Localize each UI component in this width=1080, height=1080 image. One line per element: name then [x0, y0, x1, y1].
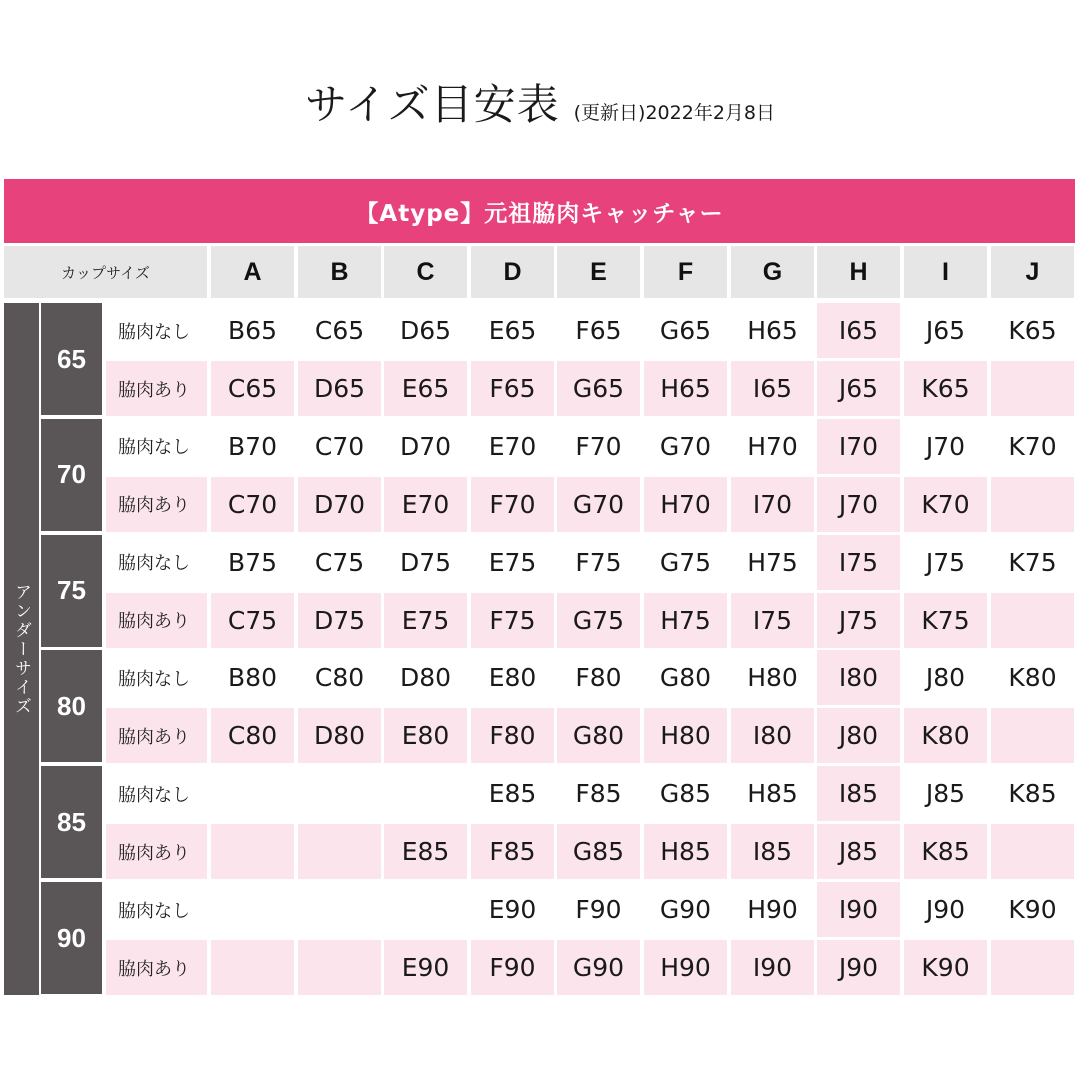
size-cell: H90 — [747, 895, 798, 924]
size-cell: C65 — [211, 361, 294, 416]
size-cell: G85 — [557, 824, 640, 879]
size-cell: J75 — [817, 593, 900, 648]
size-cell — [991, 593, 1074, 648]
size-cell: G80 — [557, 708, 640, 763]
size-cell: E70 — [384, 477, 467, 532]
row-label-with: 脇肉あり — [106, 708, 207, 763]
size-cell: I90 — [817, 882, 900, 937]
size-cell: I80 — [731, 708, 814, 763]
size-cell: K75 — [904, 593, 987, 648]
size-cell: K85 — [1008, 779, 1057, 809]
size-cell — [211, 940, 294, 995]
size-cell: B80 — [228, 663, 277, 693]
row-label-none: 脇肉なし — [118, 784, 190, 806]
cup-header-c: C — [384, 246, 467, 298]
size-cell: E65 — [384, 361, 467, 416]
under-size-90: 90 — [41, 882, 102, 994]
size-cell: K90 — [904, 940, 987, 995]
cup-header-i: I — [904, 246, 987, 298]
size-cell: H75 — [747, 547, 798, 577]
cup-size-header: カップサイズ — [4, 246, 207, 298]
size-cell: G70 — [659, 431, 712, 461]
size-cell: F85 — [575, 779, 622, 809]
size-cell: F70 — [471, 477, 554, 532]
size-cell: D70 — [298, 477, 381, 532]
under-size-70: 70 — [41, 419, 102, 531]
row-label-with: 脇肉あり — [106, 940, 207, 995]
size-cell: H70 — [747, 431, 798, 461]
size-cell: J70 — [817, 477, 900, 532]
size-cell: J85 — [925, 779, 966, 809]
cup-header-a: A — [211, 246, 294, 298]
size-cell: F75 — [575, 547, 622, 577]
size-cell: D75 — [298, 593, 381, 648]
size-cell — [991, 361, 1074, 416]
size-cell: I65 — [817, 303, 900, 358]
row-label-with: 脇肉あり — [106, 824, 207, 879]
size-cell — [991, 477, 1074, 532]
size-cell: K70 — [1008, 431, 1057, 461]
cup-header-e: E — [557, 246, 640, 298]
size-cell: F85 — [471, 824, 554, 879]
size-cell: H65 — [747, 316, 798, 345]
size-cell: I90 — [731, 940, 814, 995]
size-cell: E70 — [488, 431, 537, 461]
size-cell: I85 — [817, 766, 900, 821]
size-cell: G90 — [659, 895, 712, 924]
cup-header-j: J — [991, 246, 1074, 298]
under-size-80: 80 — [41, 650, 102, 762]
size-cell: H90 — [644, 940, 727, 995]
size-cell: I75 — [731, 593, 814, 648]
size-cell: E80 — [384, 708, 467, 763]
size-cell — [384, 766, 467, 821]
size-cell: K65 — [1008, 316, 1057, 345]
cup-header-d: D — [471, 246, 554, 298]
size-cell: D65 — [399, 316, 452, 345]
size-cell: I70 — [817, 419, 900, 474]
size-cell: E75 — [488, 547, 537, 577]
size-cell — [298, 940, 381, 995]
row-label-none: 脇肉なし — [118, 900, 190, 922]
size-cell: E90 — [384, 940, 467, 995]
under-size-85: 85 — [41, 766, 102, 878]
size-cell: G75 — [557, 593, 640, 648]
size-cell: K80 — [1008, 663, 1057, 693]
size-cell: C80 — [314, 663, 365, 693]
size-cell: D80 — [399, 663, 452, 693]
size-cell — [991, 824, 1074, 879]
size-cell: H70 — [644, 477, 727, 532]
size-cell: C75 — [211, 593, 294, 648]
size-cell: K85 — [904, 824, 987, 879]
size-cell: G75 — [659, 547, 712, 577]
size-cell — [298, 824, 381, 879]
size-cell: J90 — [817, 940, 900, 995]
size-cell: F90 — [575, 895, 622, 924]
size-cell: D75 — [399, 547, 452, 577]
under-size-75: 75 — [41, 535, 102, 647]
size-cell — [211, 824, 294, 879]
size-cell: G80 — [659, 663, 712, 693]
size-cell: G65 — [659, 316, 712, 345]
size-cell: E90 — [488, 895, 537, 924]
size-cell: E65 — [488, 316, 537, 345]
size-cell: I75 — [817, 535, 900, 590]
size-cell: B75 — [228, 547, 277, 577]
size-cell — [298, 766, 381, 821]
size-cell: J65 — [925, 316, 966, 345]
size-cell: I70 — [731, 477, 814, 532]
size-cell — [384, 882, 467, 937]
size-cell: G70 — [557, 477, 640, 532]
size-cell: H85 — [747, 779, 798, 809]
row-label-with: 脇肉あり — [106, 593, 207, 648]
size-cell: B70 — [228, 431, 277, 461]
cup-header-b: B — [298, 246, 381, 298]
size-cell: D65 — [298, 361, 381, 416]
size-cell: C65 — [314, 316, 365, 345]
size-cell: C80 — [211, 708, 294, 763]
cup-header-f: F — [644, 246, 727, 298]
size-cell — [211, 766, 294, 821]
row-label-none: 脇肉なし — [118, 553, 190, 575]
size-cell: H75 — [644, 593, 727, 648]
size-cell: K75 — [1008, 547, 1057, 577]
under-size-label: アンダーサイズ — [4, 303, 39, 995]
size-cell: C75 — [314, 547, 365, 577]
size-cell: F75 — [471, 593, 554, 648]
cup-header-g: G — [731, 246, 814, 298]
size-cell: J90 — [925, 895, 966, 924]
size-cell: K65 — [904, 361, 987, 416]
updated-date: (更新日)2022年2月8日 — [573, 102, 775, 124]
size-cell: I80 — [817, 650, 900, 705]
size-cell — [211, 882, 294, 937]
size-cell: J65 — [817, 361, 900, 416]
size-cell: K90 — [1008, 895, 1057, 924]
size-cell: H80 — [644, 708, 727, 763]
size-cell: I85 — [731, 824, 814, 879]
size-cell: H65 — [644, 361, 727, 416]
size-cell: F80 — [471, 708, 554, 763]
row-label-none: 脇肉なし — [118, 437, 190, 459]
size-cell: B65 — [228, 316, 277, 345]
size-cell: J85 — [817, 824, 900, 879]
size-cell: D80 — [298, 708, 381, 763]
size-cell: E85 — [384, 824, 467, 879]
row-label-with: 脇肉あり — [106, 477, 207, 532]
size-cell: D70 — [399, 431, 452, 461]
size-cell: F80 — [575, 663, 622, 693]
size-cell: G90 — [557, 940, 640, 995]
under-size-65: 65 — [41, 303, 102, 415]
size-cell: E85 — [488, 779, 537, 809]
row-label-none: 脇肉なし — [118, 321, 190, 343]
size-cell — [991, 708, 1074, 763]
size-cell — [298, 882, 381, 937]
size-cell: K70 — [904, 477, 987, 532]
size-cell: G65 — [557, 361, 640, 416]
size-cell: H80 — [747, 663, 798, 693]
row-label-none: 脇肉なし — [118, 668, 190, 690]
size-cell: E75 — [384, 593, 467, 648]
size-cell: H85 — [644, 824, 727, 879]
size-cell: I65 — [731, 361, 814, 416]
size-cell: J80 — [925, 663, 966, 693]
size-cell: F70 — [575, 431, 622, 461]
size-cell: F65 — [471, 361, 554, 416]
size-cell: J70 — [925, 431, 966, 461]
page-title: サイズ目安表 — [305, 80, 560, 129]
size-cell: C70 — [314, 431, 365, 461]
row-label-with: 脇肉あり — [106, 361, 207, 416]
product-banner: 【Atype】元祖脇肉キャッチャー — [4, 179, 1075, 243]
size-cell: E80 — [488, 663, 537, 693]
size-cell: F65 — [575, 316, 622, 345]
size-cell: J80 — [817, 708, 900, 763]
size-cell: F90 — [471, 940, 554, 995]
cup-header-h: H — [817, 246, 900, 298]
size-cell — [991, 940, 1074, 995]
size-cell: J75 — [925, 547, 966, 577]
size-cell: K80 — [904, 708, 987, 763]
size-cell: G85 — [659, 779, 712, 809]
size-cell: C70 — [211, 477, 294, 532]
page-title-row — [0, 72, 1080, 132]
